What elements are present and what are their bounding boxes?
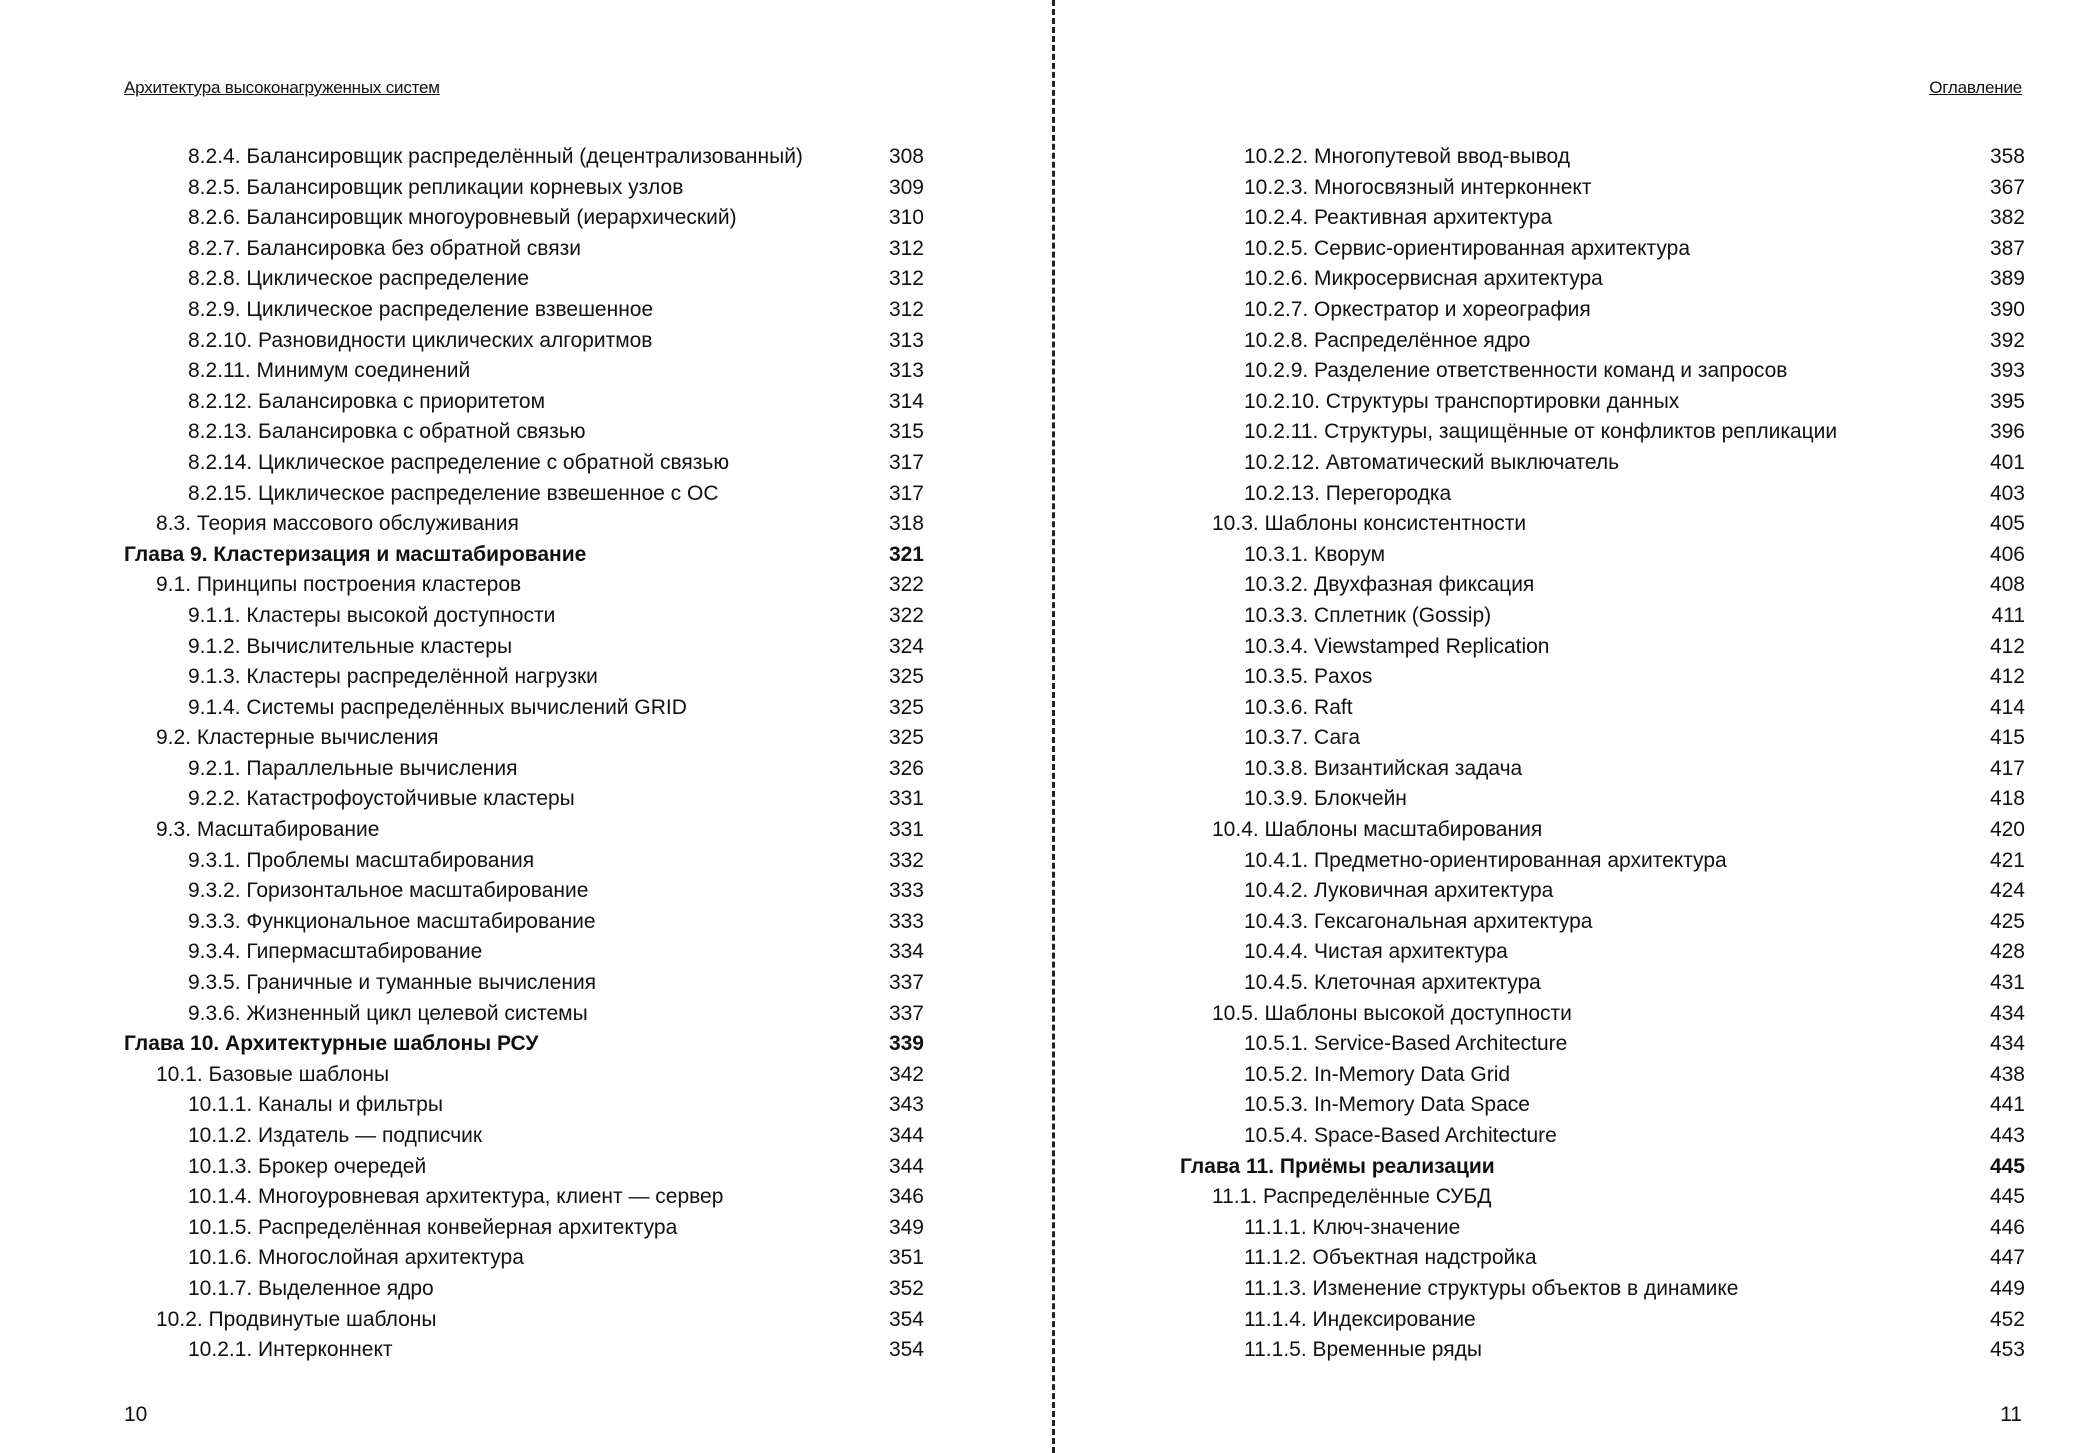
toc-entry-page: 445 bbox=[1989, 1185, 2025, 1209]
toc-entry-title: 10.1.3. Брокер очередей bbox=[188, 1154, 427, 1178]
toc-entry-page: 312 bbox=[888, 297, 924, 321]
toc-entry bbox=[1180, 723, 2025, 754]
toc-entry-page: 332 bbox=[888, 848, 924, 872]
toc-entry bbox=[124, 1213, 924, 1244]
toc-entry-title: 10.4.4. Чистая архитектура bbox=[1244, 940, 1508, 964]
toc-entry-page: 367 bbox=[1989, 175, 2025, 199]
toc-entry-page: 334 bbox=[888, 940, 924, 964]
toc-entry-page: 389 bbox=[1989, 267, 2025, 291]
toc-entry-page: 412 bbox=[1989, 634, 2025, 658]
toc-entry-title: 10.2.3. Многосвязный интерконнект bbox=[1244, 175, 1592, 199]
toc-entry bbox=[1180, 509, 2025, 540]
toc-entry-page: 352 bbox=[888, 1276, 924, 1300]
toc-entry-title: 9.3.3. Функциональное масштабирование bbox=[188, 909, 596, 933]
toc-entry-title: 10.1. Базовые шаблоны bbox=[156, 1062, 390, 1086]
toc-entry-title: 8.3. Теория массового обслуживания bbox=[156, 512, 519, 536]
toc-entry bbox=[124, 937, 924, 968]
toc-entry-title: 10.2. Продвинутые шаблоны bbox=[156, 1307, 437, 1331]
toc-entry-page: 325 bbox=[888, 695, 924, 719]
toc-entry bbox=[1180, 1029, 2025, 1060]
toc-entry-page: 308 bbox=[888, 145, 924, 168]
left-page bbox=[0, 0, 1048, 1453]
toc-entry-title: 8.2.5. Балансировщик репликации корневых узлов bbox=[188, 175, 684, 199]
toc-entry-page: 393 bbox=[1989, 359, 2025, 383]
toc-entry-page: 396 bbox=[1989, 420, 2025, 444]
toc-entry-title: Глава 11. Приёмы реализации bbox=[1180, 1154, 1495, 1178]
toc-entry bbox=[1180, 142, 2025, 173]
toc-entry bbox=[1180, 295, 2025, 326]
toc-entry-title: 10.1.6. Многослойная архитектура bbox=[188, 1246, 524, 1270]
toc-entry bbox=[1180, 234, 2025, 265]
toc-entry-title: 10.2.12. Автоматический выключатель bbox=[1244, 450, 1620, 474]
toc-entry-page: 453 bbox=[1989, 1338, 2025, 1362]
toc-entry-title: 8.2.9. Циклическое распределение взвешенное bbox=[188, 297, 654, 321]
toc-entry bbox=[1180, 448, 2025, 479]
toc-entry-title: 11.1.1. Ключ-значение bbox=[1244, 1215, 1461, 1239]
toc-entry-title: 10.3.6. Raft bbox=[1244, 695, 1353, 719]
toc-entry-title: 9.1.2. Вычислительные кластеры bbox=[188, 634, 513, 658]
toc-entry bbox=[1180, 907, 2025, 938]
toc-entry bbox=[1180, 1060, 2025, 1091]
toc-entry bbox=[1180, 1305, 2025, 1336]
toc-entry-page: 447 bbox=[1989, 1246, 2025, 1270]
page-divider bbox=[1052, 0, 1055, 1453]
toc-entry-title: 10.3.1. Кворум bbox=[1244, 542, 1386, 566]
toc-entry-page: 333 bbox=[888, 909, 924, 933]
toc-entry-page: 313 bbox=[888, 328, 924, 352]
toc-entry bbox=[1180, 1121, 2025, 1152]
toc-entry-page: 331 bbox=[888, 818, 924, 842]
toc-entry-page: 337 bbox=[888, 1001, 924, 1025]
toc-entry-page: 331 bbox=[888, 787, 924, 811]
toc-entry-page: 312 bbox=[888, 236, 924, 260]
toc-entry-title: 10.5.1. Service-Based Architecture bbox=[1244, 1032, 1568, 1056]
toc-entry bbox=[1180, 326, 2025, 357]
toc-entry-page: 344 bbox=[888, 1124, 924, 1147]
toc-entry bbox=[1180, 1182, 2025, 1213]
toc-entry-page: 417 bbox=[1989, 756, 2025, 780]
toc-entry bbox=[124, 999, 924, 1030]
toc-entry-title: 11.1. Распределённые СУБД bbox=[1212, 1185, 1492, 1209]
toc-entry-page: 406 bbox=[1989, 542, 2025, 566]
toc-entry bbox=[1180, 479, 2025, 510]
toc-entry-page: 415 bbox=[1989, 726, 2025, 750]
toc-entry bbox=[124, 601, 924, 632]
toc-entry-title: 10.2.6. Микросервисная архитектура bbox=[1244, 267, 1603, 291]
page-number: 10 bbox=[124, 1403, 148, 1426]
toc-entry bbox=[124, 356, 924, 387]
toc-entry-title: 11.1.4. Индексирование bbox=[1244, 1307, 1476, 1331]
toc-entry-title: 9.2. Кластерные вычисления bbox=[156, 726, 439, 750]
toc-entry bbox=[124, 417, 924, 448]
toc-entry-title: 10.2.8. Распределённое ядро bbox=[1244, 328, 1531, 352]
toc-entry-title: 9.2.1. Параллельные вычисления bbox=[188, 756, 518, 780]
toc-entry-page: 425 bbox=[1989, 909, 2025, 933]
toc-entry-page: 337 bbox=[888, 971, 924, 995]
toc-entry bbox=[124, 326, 924, 357]
toc-entry-title: 10.2.9. Разделение ответственности команд и запросов bbox=[1244, 359, 1788, 383]
toc-entry-title: 9.2.2. Катастрофоустойчивые кластеры bbox=[188, 787, 575, 811]
toc-entry bbox=[124, 662, 924, 693]
toc-entry bbox=[124, 1182, 924, 1213]
running-head: Архитектура высоконагруженных систем bbox=[124, 78, 440, 97]
toc-entry-title: 10.4.3. Гексагональная архитектура bbox=[1244, 909, 1593, 933]
toc-entry bbox=[124, 815, 924, 846]
right-page bbox=[1056, 0, 2097, 1453]
toc-entry-title: 10.2.5. Сервис-ориентированная архитектура bbox=[1244, 236, 1691, 260]
toc-entry-title: 10.3.7. Сага bbox=[1244, 726, 1361, 750]
toc-entry bbox=[1180, 387, 2025, 418]
toc-entry-page: 395 bbox=[1989, 389, 2025, 413]
toc-entry bbox=[1180, 846, 2025, 877]
toc-entry-page: 344 bbox=[888, 1154, 924, 1178]
toc-entry-page: 313 bbox=[888, 359, 924, 383]
toc-entry bbox=[124, 1274, 924, 1305]
toc-entry bbox=[1180, 1274, 2025, 1305]
toc-entry-page: 349 bbox=[888, 1215, 924, 1239]
toc-entry-page: 382 bbox=[1989, 206, 2025, 230]
toc-entry-page: 452 bbox=[1989, 1307, 2025, 1331]
toc-entry-title: 9.3.5. Граничные и туманные вычисления bbox=[188, 971, 597, 995]
toc-entry-title: 11.1.3. Изменение структуры объектов в динамике bbox=[1244, 1276, 1739, 1300]
toc-entry-page: 403 bbox=[1989, 481, 2025, 505]
toc-entry bbox=[124, 387, 924, 418]
toc-entry-title: 10.2.11. Структуры, защищённые от конфликтов репликации bbox=[1244, 420, 1838, 444]
toc-entry-title: 10.2.1. Интерконнект bbox=[188, 1338, 393, 1362]
toc-entry-page: 408 bbox=[1989, 573, 2025, 597]
toc-entry-page: 321 bbox=[888, 542, 924, 566]
toc-entry bbox=[124, 907, 924, 938]
toc-entry bbox=[1180, 662, 2025, 693]
toc-entry-title: 10.5.4. Space-Based Architecture bbox=[1244, 1124, 1557, 1147]
toc-entry-page: 315 bbox=[888, 420, 924, 444]
toc-entry-title: 9.3.2. Горизонтальное масштабирование bbox=[188, 879, 589, 903]
toc-entry-page: 390 bbox=[1989, 297, 2025, 321]
toc-entry-page: 324 bbox=[888, 634, 924, 658]
toc-entry-title: 9.1.4. Системы распределённых вычислений GRID bbox=[188, 695, 687, 719]
toc-entry bbox=[124, 632, 924, 663]
toc-entry bbox=[1180, 876, 2025, 907]
toc-entry-title: 9.3.6. Жизненный цикл целевой системы bbox=[188, 1001, 588, 1025]
toc-entry bbox=[1180, 203, 2025, 234]
toc-entry bbox=[1180, 632, 2025, 663]
toc-entry bbox=[1180, 693, 2025, 724]
toc-entry-page: 325 bbox=[888, 726, 924, 750]
toc-entry-page: 309 bbox=[888, 175, 924, 199]
toc-entry-title: 8.2.10. Разновидности циклических алгоритмов bbox=[188, 328, 653, 352]
toc-entry-title: 8.2.13. Балансировка с обратной связью bbox=[188, 420, 586, 444]
toc-entry-title: 10.3.5. Paxos bbox=[1244, 665, 1373, 689]
toc-entry-page: 449 bbox=[1989, 1276, 2025, 1300]
toc-entry-title: 10.3.4. Viewstamped Replication bbox=[1244, 634, 1550, 658]
toc-entry-title: 8.2.14. Циклическое распределение с обратной связью bbox=[188, 450, 730, 474]
toc-entry-page: 317 bbox=[888, 450, 924, 474]
toc-entry-title: 10.1.1. Каналы и фильтры bbox=[188, 1093, 443, 1117]
toc-entry-title: 9.3.1. Проблемы масштабирования bbox=[188, 848, 535, 872]
toc-entry bbox=[124, 968, 924, 999]
toc-entry-title: 10.4.2. Луковичная архитектура bbox=[1244, 879, 1554, 903]
toc-entry-title: Глава 9. Кластеризация и масштабирование bbox=[124, 542, 587, 566]
toc-entry-title: 10.1.4. Многоуровневая архитектура, клиент — сервер bbox=[188, 1185, 724, 1209]
toc-entry-page: 346 bbox=[888, 1185, 924, 1209]
toc-entry-title: 10.4. Шаблоны масштабирования bbox=[1212, 818, 1543, 842]
toc-entry-page: 312 bbox=[888, 267, 924, 291]
toc-entry-page: 431 bbox=[1989, 971, 2025, 995]
toc-entry bbox=[1180, 1152, 2025, 1183]
toc-entry-page: 387 bbox=[1989, 236, 2025, 260]
toc-entry-title: 10.2.13. Перегородка bbox=[1244, 481, 1452, 505]
toc-entry bbox=[124, 1305, 924, 1336]
toc-entry bbox=[124, 540, 924, 571]
toc-entry bbox=[124, 448, 924, 479]
toc-entry-page: 354 bbox=[888, 1338, 924, 1362]
toc-entry bbox=[124, 203, 924, 234]
toc-entry bbox=[1180, 999, 2025, 1030]
toc-entry-page: 414 bbox=[1989, 695, 2025, 719]
toc-entry-page: 322 bbox=[888, 603, 924, 627]
toc-entry-page: 318 bbox=[888, 512, 924, 536]
toc-entry-title: 10.2.10. Структуры транспортировки данных bbox=[1244, 389, 1680, 413]
toc-entry bbox=[124, 846, 924, 877]
toc-entry-title: 8.2.8. Циклическое распределение bbox=[188, 267, 530, 291]
toc-entry-page: 317 bbox=[888, 481, 924, 505]
toc-entry-page: 401 bbox=[1989, 450, 2025, 474]
toc-entry bbox=[1180, 601, 2025, 632]
toc-entry-page: 441 bbox=[1989, 1093, 2025, 1117]
toc-entry-page: 438 bbox=[1989, 1062, 2025, 1086]
toc-entry-title: 8.2.12. Балансировка с приоритетом bbox=[188, 389, 546, 413]
toc-entry-page: 358 bbox=[1989, 145, 2025, 168]
toc-entry-title: 10.3.8. Византийская задача bbox=[1244, 756, 1523, 780]
toc-entry bbox=[124, 173, 924, 204]
toc-entry-page: 314 bbox=[888, 389, 924, 413]
toc-entry-page: 310 bbox=[888, 206, 924, 230]
toc-entry bbox=[1180, 754, 2025, 785]
toc-entry-title: 10.3.2. Двухфазная фиксация bbox=[1244, 573, 1535, 597]
toc-entry-page: 354 bbox=[888, 1307, 924, 1331]
toc-entry bbox=[124, 570, 924, 601]
toc-entry bbox=[1180, 417, 2025, 448]
toc-entry bbox=[124, 693, 924, 724]
toc-entry bbox=[124, 1335, 924, 1366]
toc-entry-title: 10.5.3. In-Memory Data Space bbox=[1244, 1093, 1530, 1117]
toc-entry-page: 343 bbox=[888, 1093, 924, 1117]
toc-entry-title: 10.1.7. Выделенное ядро bbox=[188, 1276, 434, 1300]
toc-entry bbox=[1180, 264, 2025, 295]
toc-entry-page: 412 bbox=[1989, 665, 2025, 689]
running-head: Оглавление bbox=[1929, 78, 2022, 97]
toc-entry-page: 424 bbox=[1989, 879, 2025, 903]
toc-entry-title: 8.2.4. Балансировщик распределённый (децентрализованный) bbox=[188, 145, 803, 168]
toc-entry bbox=[1180, 356, 2025, 387]
toc-entry-page: 434 bbox=[1989, 1032, 2025, 1056]
toc-entry bbox=[124, 509, 924, 540]
toc-entry bbox=[124, 723, 924, 754]
toc-entry-page: 428 bbox=[1989, 940, 2025, 964]
toc-entry-page: 325 bbox=[888, 665, 924, 689]
toc-entry-title: Глава 10. Архитектурные шаблоны РСУ bbox=[124, 1032, 539, 1056]
toc-entry bbox=[124, 479, 924, 510]
toc-entry bbox=[124, 264, 924, 295]
toc-entry-title: 8.2.11. Минимум соединений bbox=[188, 359, 471, 383]
toc-entry-page: 405 bbox=[1989, 512, 2025, 536]
toc-entry-title: 10.1.5. Распределённая конвейерная архитектура bbox=[188, 1215, 678, 1239]
toc-entry-page: 351 bbox=[888, 1246, 924, 1270]
toc-entry-page: 446 bbox=[1989, 1215, 2025, 1239]
toc-entry-title: 10.4.5. Клеточная архитектура bbox=[1244, 971, 1541, 995]
toc-entry-page: 411 bbox=[1991, 603, 2025, 627]
toc-entry bbox=[124, 1060, 924, 1091]
toc-entry bbox=[1180, 815, 2025, 846]
toc-entry bbox=[124, 234, 924, 265]
toc-entry bbox=[124, 876, 924, 907]
toc-entry-page: 333 bbox=[888, 879, 924, 903]
toc-entry bbox=[1180, 937, 2025, 968]
toc-entry-title: 8.2.6. Балансировщик многоуровневый (иерархический) bbox=[188, 206, 737, 230]
toc-entry-title: 10.3.9. Блокчейн bbox=[1244, 787, 1407, 811]
table-of-contents bbox=[1180, 142, 2025, 1366]
toc-entry bbox=[124, 1243, 924, 1274]
toc-entry-title: 9.1.3. Кластеры распределённой нагрузки bbox=[188, 665, 598, 689]
toc-entry bbox=[124, 754, 924, 785]
toc-entry bbox=[124, 1029, 924, 1060]
toc-entry-title: 11.1.5. Временные ряды bbox=[1244, 1338, 1482, 1362]
toc-entry bbox=[1180, 540, 2025, 571]
toc-entry-title: 9.1. Принципы построения кластеров bbox=[156, 573, 522, 597]
table-of-contents bbox=[124, 142, 924, 1366]
toc-entry-page: 443 bbox=[1989, 1124, 2025, 1147]
toc-entry-page: 421 bbox=[1989, 848, 2025, 872]
toc-entry-title: 10.5.2. In-Memory Data Grid bbox=[1244, 1062, 1511, 1086]
toc-entry-title: 9.1.1. Кластеры высокой доступности bbox=[188, 603, 556, 627]
toc-entry bbox=[124, 1152, 924, 1183]
toc-entry bbox=[1180, 1335, 2025, 1366]
toc-entry-title: 8.2.7. Балансировка без обратной связи bbox=[188, 236, 581, 260]
toc-entry-page: 445 bbox=[1989, 1154, 2025, 1178]
toc-entry bbox=[1180, 173, 2025, 204]
toc-entry-page: 420 bbox=[1989, 818, 2025, 842]
toc-entry bbox=[1180, 1243, 2025, 1274]
page-number: 11 bbox=[2000, 1403, 2022, 1426]
toc-entry-page: 339 bbox=[888, 1032, 924, 1056]
toc-entry-page: 392 bbox=[1989, 328, 2025, 352]
toc-entry bbox=[124, 1121, 924, 1152]
toc-entry-page: 326 bbox=[888, 756, 924, 780]
toc-entry bbox=[1180, 570, 2025, 601]
toc-entry-page: 418 bbox=[1989, 787, 2025, 811]
toc-entry-title: 8.2.15. Циклическое распределение взвешенное с ОС bbox=[188, 481, 719, 505]
toc-entry-title: 10.2.2. Многопутевой ввод-вывод bbox=[1244, 145, 1570, 168]
toc-entry bbox=[1180, 1213, 2025, 1244]
toc-entry bbox=[124, 295, 924, 326]
toc-entry-title: 10.3. Шаблоны консистентности bbox=[1212, 512, 1527, 536]
toc-entry-title: 9.3. Масштабирование bbox=[156, 818, 380, 842]
toc-entry-title: 10.3.3. Сплетник (Gossip) bbox=[1244, 603, 1492, 627]
toc-entry-title: 10.5. Шаблоны высокой доступности bbox=[1212, 1001, 1572, 1025]
toc-entry-title: 11.1.2. Объектная надстройка bbox=[1244, 1246, 1537, 1270]
toc-entry bbox=[1180, 784, 2025, 815]
toc-entry-page: 322 bbox=[888, 573, 924, 597]
toc-entry bbox=[1180, 968, 2025, 999]
toc-entry bbox=[124, 142, 924, 173]
toc-entry-title: 10.2.4. Реактивная архитектура bbox=[1244, 206, 1553, 230]
toc-entry bbox=[1180, 1090, 2025, 1121]
toc-entry-page: 434 bbox=[1989, 1001, 2025, 1025]
toc-entry-title: 10.1.2. Издатель — подписчик bbox=[188, 1124, 483, 1147]
toc-entry-title: 9.3.4. Гипермасштабирование bbox=[188, 940, 483, 964]
toc-entry-page: 342 bbox=[888, 1062, 924, 1086]
toc-entry-title: 10.2.7. Оркестратор и хореография bbox=[1244, 297, 1591, 321]
toc-entry bbox=[124, 784, 924, 815]
toc-entry bbox=[124, 1090, 924, 1121]
toc-entry-title: 10.4.1. Предметно-ориентированная архитектура bbox=[1244, 848, 1727, 872]
